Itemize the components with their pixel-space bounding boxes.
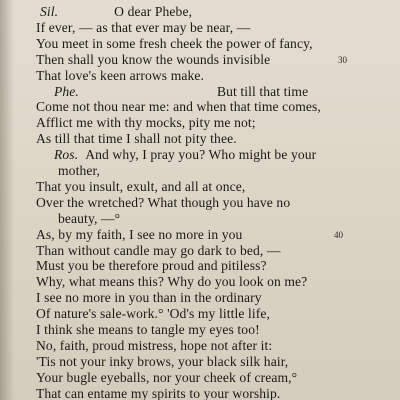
verse-line: Why, what means this? Why do you look on me? — [36, 274, 308, 290]
line-number: 40 — [334, 229, 343, 240]
verse-line: mother, — [58, 163, 101, 178]
verse-line: As, by my faith, I see no more in you — [36, 226, 243, 242]
verse-line: If ever, — as that ever may be near, — — [36, 19, 251, 35]
line-number: 30 — [338, 54, 347, 65]
verse-text: But till that time — [216, 83, 309, 99]
verse-line: 'Tis not your inky brows, your black silk hair, — [36, 353, 289, 369]
verse-line: Than without candle may go dark to bed, — — [36, 242, 281, 258]
speaker-name: Sil. — [40, 4, 59, 19]
verse-line: beauty, —° — [58, 210, 121, 226]
verse-line — [36, 84, 308, 100]
verse-line: I see no more in you than in the ordinary — [36, 290, 262, 306]
verse-line: That can entame my spirits to your worship. — [36, 385, 281, 400]
verse-line — [36, 147, 316, 163]
verse-line: Then shall you know the wounds invisible — [36, 51, 271, 67]
speaker-name: Ros. — [54, 147, 79, 163]
verse-line: You meet in some fresh cheek the power of fancy, — [36, 35, 313, 51]
verse-line: As till that time I shall not pity thee. — [36, 131, 237, 147]
verse-line: I think she means to tangle my eyes too! — [36, 322, 260, 337]
verse-line: No, faith, proud mistress, hope not after it: — [36, 337, 273, 353]
verse-line: Afflict me with thy mocks, pity me not; — [36, 115, 256, 131]
verse-line: Your bugle eyeballs, nor your cheek of cream,° — [36, 369, 298, 385]
verse-line: That love's keen arrows make. — [36, 67, 205, 83]
verse-line: Of nature's sale-work.° 'Od's my little life, — [36, 306, 270, 322]
verse-line: Over the wretched? What though you have no — [36, 194, 291, 210]
verse-line — [36, 4, 192, 20]
verse-line: That you insult, exult, and all at once, — [36, 178, 246, 194]
verse-text: O dear Phebe, — [114, 4, 193, 19]
verse-line: Come not thou near me: and when that time comes, — [36, 99, 321, 115]
speaker-name: Phe. — [54, 83, 79, 99]
verse-text: And why, I pray you? Who might be your — [85, 147, 317, 163]
verse-line: Must you be therefore proud and pitiless? — [36, 258, 267, 274]
